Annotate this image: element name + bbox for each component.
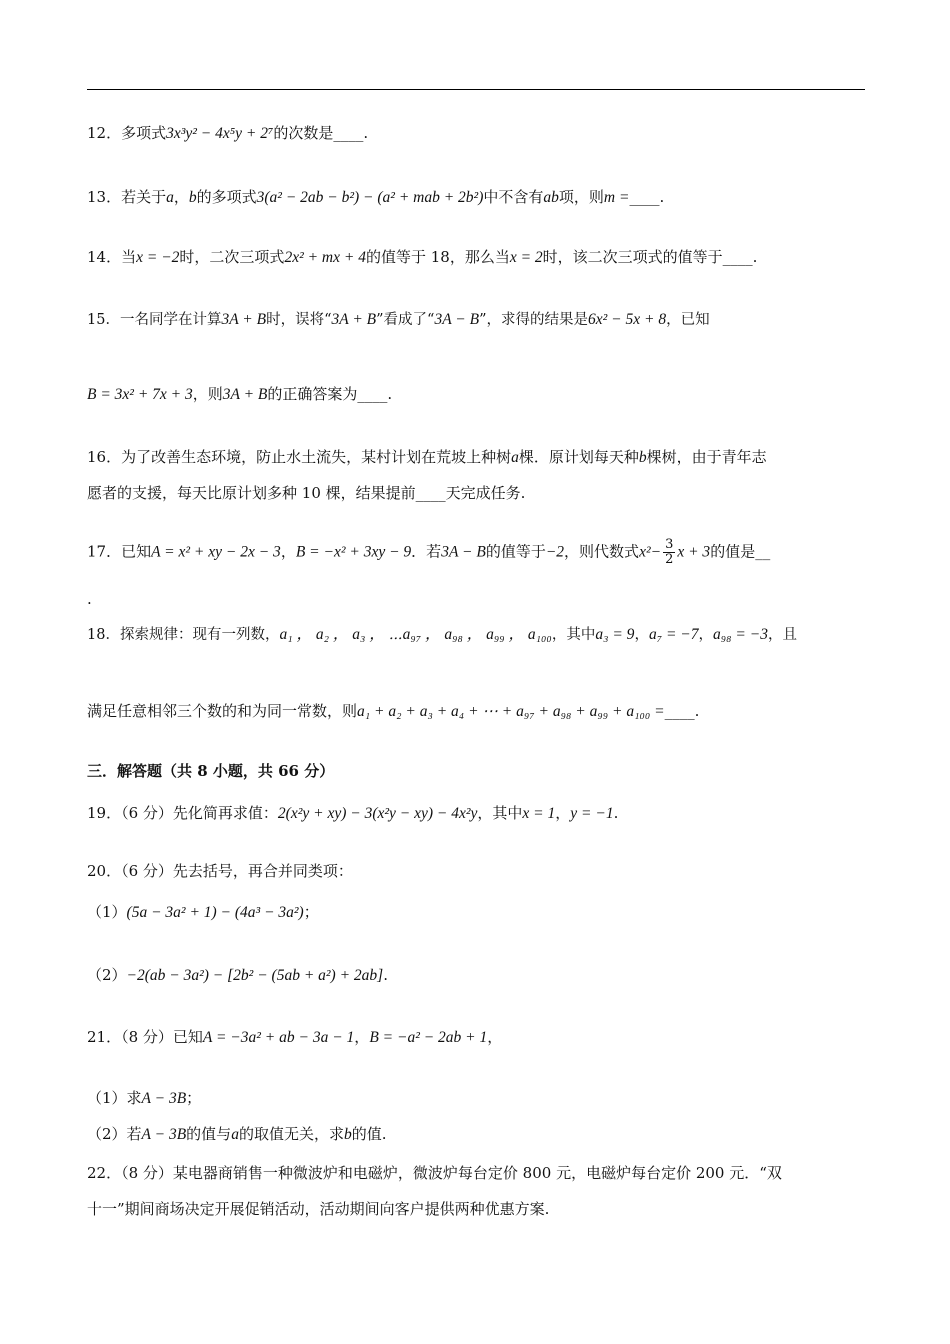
question-text: 十一”期间商场决定开展促销活动，活动期间向客户提供两种优惠方案. bbox=[87, 1200, 550, 1218]
question-16-line-2 bbox=[87, 482, 867, 504]
punctuation: ， bbox=[698, 627, 713, 643]
question-number: 20． bbox=[87, 862, 122, 880]
punctuation: ， bbox=[634, 627, 649, 643]
punctuation: ； bbox=[186, 1089, 202, 1107]
question-20-part-1 bbox=[87, 901, 867, 924]
math-expression: B = −x² + 3xy − 9 bbox=[295, 543, 412, 561]
math-expression: 3x³y² − 4x⁵y + 2⁷ bbox=[166, 125, 274, 142]
math-operator: − bbox=[650, 543, 662, 561]
question-text: （8 分）某电器商销售一种微波炉和电磁炉，微波炉每台定价 800 元，电磁炉每台定价 200 元．“双 bbox=[121, 1164, 782, 1182]
question-21-part-2 bbox=[87, 1123, 867, 1146]
math-expression: x + 3 bbox=[677, 543, 711, 561]
question-number: 21． bbox=[87, 1028, 122, 1046]
question-text: ，且 bbox=[767, 627, 797, 643]
math-expression: −2(ab − 3a²) − [2b² − (5ab + a²) + 2ab] bbox=[126, 967, 384, 984]
question-text: 的次数是____. bbox=[273, 124, 369, 142]
question-text: ，其中 bbox=[477, 804, 523, 822]
question-number: 19． bbox=[87, 804, 122, 822]
question-text: 的值等于 18，那么当 bbox=[365, 248, 510, 266]
question-18-line-2 bbox=[87, 700, 867, 723]
question-text: ，则代数式 bbox=[564, 542, 640, 561]
question-22 bbox=[87, 1162, 867, 1184]
math-variable: b bbox=[188, 189, 197, 206]
math-expression: 3A + B bbox=[221, 311, 267, 328]
math-variable: b bbox=[343, 1126, 352, 1143]
question-text: ”，求得的结果是 bbox=[479, 312, 588, 328]
math-expression: 3A − B bbox=[434, 311, 480, 328]
question-17-line-2 bbox=[87, 588, 867, 610]
question-number: 22． bbox=[87, 1164, 122, 1182]
punctuation: . bbox=[383, 966, 388, 984]
math-expression: 2(x²y + xy) − 3(x²y − xy) − 4x²y bbox=[277, 805, 478, 822]
math-expression: 3A − B bbox=[441, 543, 486, 561]
question-text: ，其中 bbox=[551, 627, 596, 643]
question-text: 时，误将“ bbox=[266, 312, 332, 328]
math-expression: x = 1 bbox=[522, 805, 556, 822]
question-text: 棵树，由于青年志 bbox=[646, 448, 767, 466]
question-20-part-2 bbox=[87, 964, 867, 987]
math-expression: 3A + B bbox=[331, 311, 377, 328]
math-expression: 3A + B bbox=[222, 386, 268, 403]
question-text: 已知 bbox=[121, 542, 152, 561]
question-text: ．若 bbox=[411, 542, 442, 561]
question-text: 若关于 bbox=[121, 188, 167, 206]
question-text: 时，该二次三项式的值等于____. bbox=[542, 248, 758, 266]
math-expression: 6x² − 5x + 8 bbox=[588, 311, 667, 328]
question-text: 的值与 bbox=[186, 1125, 232, 1143]
question-number: 16． bbox=[87, 448, 122, 466]
math-expression: 2x² + mx + 4 bbox=[284, 249, 366, 266]
punctuation: ， bbox=[280, 542, 296, 561]
section-title: 三．解答题（共 8 小题，共 66 分） bbox=[87, 762, 335, 780]
question-18 bbox=[87, 624, 867, 646]
question-text: 满足任意相邻三个数的和为同一常数，则 bbox=[87, 702, 358, 720]
question-text: 项，则 bbox=[558, 188, 604, 206]
question-text: 的正确答案为____. bbox=[267, 385, 393, 403]
punctuation: ， bbox=[173, 188, 189, 206]
math-expression: x² bbox=[639, 543, 651, 561]
math-expression: x = 2 bbox=[509, 249, 543, 266]
question-text: （6 分）先化简再求值： bbox=[121, 804, 278, 822]
question-15-line-2 bbox=[87, 383, 867, 406]
math-expression: m = bbox=[603, 189, 630, 206]
punctuation: ， bbox=[487, 1028, 503, 1046]
math-variable: a bbox=[166, 189, 174, 206]
question-13 bbox=[87, 186, 867, 209]
answer-blank: ____. bbox=[629, 188, 665, 206]
punctuation: ， bbox=[354, 1028, 370, 1046]
math-variable: a bbox=[231, 1126, 239, 1143]
question-20 bbox=[87, 860, 867, 882]
question-17 bbox=[87, 538, 867, 567]
question-15 bbox=[87, 309, 867, 331]
question-text: 时，二次三项式 bbox=[179, 248, 285, 266]
question-number: 17． bbox=[87, 542, 122, 561]
math-expression: (5a − 3a² + 1) − (4a³ − 3a²) bbox=[126, 904, 304, 921]
math-expression: A − 3B bbox=[141, 1126, 187, 1143]
math-expression: y = −1 bbox=[570, 805, 614, 822]
math-expression: a₃ = 9 bbox=[595, 626, 635, 643]
question-text: 的多项式 bbox=[196, 188, 257, 206]
question-text: . bbox=[87, 590, 92, 608]
question-number: 13． bbox=[87, 188, 122, 206]
question-number: 15． bbox=[87, 312, 120, 328]
punctuation: ， bbox=[555, 804, 571, 822]
question-text: 中不含有 bbox=[483, 188, 544, 206]
math-expression: x = −2 bbox=[136, 249, 180, 266]
math-expression: A − 3B bbox=[141, 1090, 187, 1107]
math-variable: b bbox=[638, 449, 647, 466]
math-expression: B = 3x² + 7x + 3 bbox=[87, 386, 193, 403]
question-21-part-1 bbox=[87, 1087, 867, 1110]
question-number: 14． bbox=[87, 248, 122, 266]
math-expression: B = −a² − 2ab + 1 bbox=[369, 1029, 488, 1046]
top-rule bbox=[87, 89, 865, 90]
math-expression: a₉₈ = −3 bbox=[713, 626, 768, 643]
question-16 bbox=[87, 446, 867, 469]
question-text: ，则 bbox=[192, 385, 223, 403]
math-expression: a₇ = −7 bbox=[648, 626, 699, 643]
question-number: 18． bbox=[87, 627, 120, 643]
fraction-numerator: 3 bbox=[665, 537, 674, 552]
part-label: （2）若 bbox=[87, 1125, 142, 1143]
question-text: 为了改善生态环境，防止水土流失，某村计划在荒坡上种树 bbox=[121, 448, 512, 466]
question-12 bbox=[87, 122, 867, 145]
math-expression: A = −3a² + ab − 3a − 1 bbox=[202, 1029, 355, 1046]
question-14 bbox=[87, 246, 867, 269]
math-expression: −2 bbox=[545, 543, 565, 561]
question-text: 的值是__ bbox=[710, 542, 771, 561]
math-variable: a bbox=[511, 449, 519, 466]
punctuation: . bbox=[613, 804, 619, 822]
question-text: ”看成了“ bbox=[376, 312, 435, 328]
question-text: （8 分）已知 bbox=[121, 1028, 203, 1046]
question-text: 愿者的支援，每天比原计划多种 10 棵，结果提前____天完成任务. bbox=[87, 484, 526, 502]
math-expression: A = x² + xy − 2x − 3 bbox=[151, 543, 281, 561]
math-expression: 3(a² − 2ab − b²) − (a² + mab + 2b²) bbox=[256, 189, 484, 206]
question-text: 探索规律：现有一列数， bbox=[119, 627, 280, 643]
question-text: （6 分）先去括号，再合并同类项： bbox=[121, 862, 353, 880]
math-expression: a₁ + a₂ + a₃ + a₄ + ⋯ + a₉₇ + a₉₈ + a₉₉ + a₁₀₀ = bbox=[357, 703, 665, 720]
question-text: 一名同学在计算 bbox=[119, 312, 222, 328]
answer-blank: ____. bbox=[664, 702, 700, 720]
punctuation: ； bbox=[303, 903, 319, 921]
question-text: 的值等于 bbox=[485, 542, 546, 561]
question-21 bbox=[87, 1026, 867, 1049]
question-text: 多项式 bbox=[121, 124, 167, 142]
question-text: 棵．原计划每天种 bbox=[518, 448, 639, 466]
question-22-line-2 bbox=[87, 1198, 867, 1220]
part-label: （1）求 bbox=[87, 1089, 142, 1107]
math-variable: ab bbox=[543, 189, 559, 206]
question-text: 当 bbox=[121, 248, 137, 266]
part-label: （2） bbox=[87, 966, 127, 984]
section-heading bbox=[87, 760, 867, 782]
question-19 bbox=[87, 802, 867, 825]
question-number: 12． bbox=[87, 124, 122, 142]
part-label: （1） bbox=[87, 903, 127, 921]
question-text: 的取值无关，求 bbox=[238, 1125, 344, 1143]
fraction-denominator: 2 bbox=[665, 552, 674, 567]
question-text: 的值. bbox=[351, 1125, 387, 1143]
math-sequence: a₁ ， a₂ ， a₃ ， ⋯a₉₇ ， a₉₈ ， a₉₉ ， a₁₀₀ bbox=[279, 626, 552, 643]
fraction bbox=[663, 538, 675, 567]
question-text: ，已知 bbox=[666, 312, 710, 328]
